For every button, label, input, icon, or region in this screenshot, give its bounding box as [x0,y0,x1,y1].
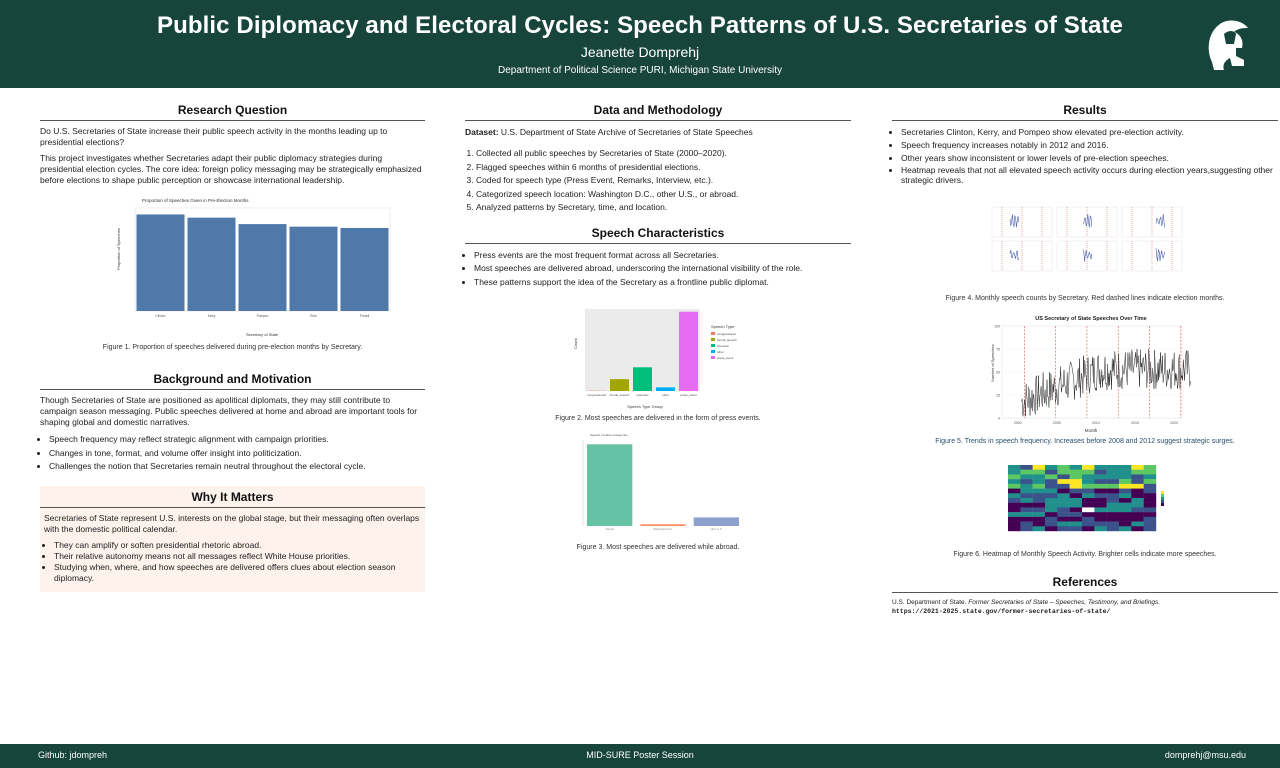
heatmap-cell [1033,465,1046,470]
figure-3-caption: Figure 3. Most speeches are delivered while abroad. [576,544,740,551]
heatmap-cell [1107,507,1120,512]
tick-label: 100 [994,324,1000,329]
legend-swatch [711,338,715,341]
heatmap-cell [1057,470,1070,475]
heatmap-cell [1020,474,1033,479]
research-question-heading: Research Question [40,100,425,121]
bar [587,444,632,526]
tick-label: 50 [996,370,1000,375]
middle-column [465,100,851,551]
list-item: • Speech frequency increases notably in 2012 and 2016. [901,139,1278,152]
heatmap-cell [1144,503,1157,508]
heatmap-cell [1045,522,1058,527]
list-item: 1. Collected all public speeches by Secretaries of State (2000–2020). [476,147,851,161]
fig3-title: Speech Location Categories [590,433,628,437]
poster-footer [0,744,1280,768]
heatmap-cell [1057,484,1070,489]
heatmap-cell [1020,479,1033,484]
heatmap-cell [1033,489,1046,494]
list-item: 3. Coded for speech type (Press Event, Remarks, Interview, etc.). [476,174,851,188]
fig1-title: Proportion of Speeches Given in Pre-Election Months [142,198,249,203]
heatmap-cell [1094,517,1107,522]
heatmap-cell [1057,503,1070,508]
list-item: • Speech frequency may reflect strategic alignment with campaign priorities. [49,433,425,447]
heatmap-cell [1119,489,1132,494]
heatmap-cell [1020,470,1033,475]
heatmap-cell [1057,489,1070,494]
heatmap-cell [1008,526,1021,531]
heatmap-cell [1020,512,1033,517]
heatmap-cell [1008,522,1021,527]
heatmap-cell [1045,503,1058,508]
figure-6-heatmap [892,455,1278,545]
poster-title: Public Diplomacy and Electoral Cycles: Speech Patterns of U.S. Secretaries of State [157,12,1123,39]
heatmap-cell [1020,498,1033,503]
reference-url[interactable]: https://2021-2025.state.gov/former-secretaries-of-state/ [892,608,1111,615]
heatmap-cell [1131,512,1144,517]
heatmap-cell [1094,465,1107,470]
tick-label: formal_speech [609,393,630,397]
heatmap-cell [1033,498,1046,503]
heatmap-cell [1033,503,1046,508]
heatmap-cell [1119,493,1132,498]
heatmap-cell [1082,484,1095,489]
heatmap-cell [1020,517,1033,522]
heatmap-cell [1144,479,1157,484]
heatmap-cell [1107,498,1120,503]
heatmap-cell [1057,507,1070,512]
figure-4-small-multiples [892,191,1278,291]
heatmap-cell [1094,512,1107,517]
heatmap-cell [1008,484,1021,489]
heatmap-cell [1033,512,1046,517]
legend-swatch [1161,491,1164,494]
figure-2-caption: Figure 2. Most speeches are delivered in the form of press events. [555,415,761,422]
heatmap-cell [1070,503,1083,508]
figure-5-line-chart [892,312,1278,434]
legend-label: interview [717,344,729,348]
legend-swatch [1161,500,1164,503]
heatmap-cell [1094,479,1107,484]
heatmap-cell [1144,517,1157,522]
heatmap-cell [1144,474,1157,479]
research-question-text: Do U.S. Secretaries of State increase their public speech activity in the months leading up to presidential elections? [40,126,388,147]
list-item: • Studying when, where, and how speeches are delivered offers clues about election season diplomacy. [54,562,425,584]
dataset-name: U.S. Department of State Archive of Secretaries of State Speeches [500,127,753,137]
tick-label: Powell [359,314,370,318]
bar [610,379,629,391]
heatmap-cell [1094,484,1107,489]
heatmap-cell [1082,479,1095,484]
bar [188,218,236,311]
heatmap-cell [1020,493,1033,498]
tick-label: press_event [680,393,697,397]
heatmap-cell [1107,484,1120,489]
why-it-matters-box [40,486,425,592]
heatmap-cell [1020,465,1033,470]
heatmap-cell [1045,517,1058,522]
heatmap-cell [1070,522,1083,527]
heatmap-cell [1057,517,1070,522]
list-item: • Other years show inconsistent or lower levels of pre-election speeches. [901,152,1278,165]
heatmap-cell [1082,489,1095,494]
heatmap-cell [1008,498,1021,503]
list-item: • These patterns support the idea of the Secretary as a frontline public diplomat. [474,276,851,290]
heatmap-cell [1045,470,1058,475]
legend-swatch [1161,497,1164,500]
heatmap-cell [1119,498,1132,503]
heatmap-cell [1045,526,1058,531]
heatmap-cell [1070,517,1083,522]
figure-1-bar-chart [40,190,425,340]
reference-title: Former Secretaries of State – Speeches, Testimony, and Briefings. [968,599,1161,606]
heatmap-cell [1033,484,1046,489]
legend-swatch [711,332,715,335]
bar [640,524,685,526]
heatmap-cell [1082,474,1095,479]
heatmap-cell [1033,474,1046,479]
heatmap-cell [1070,470,1083,475]
heatmap-cell [1107,493,1120,498]
tick-label: 25 [996,393,1000,398]
heatmap-cell [1107,470,1120,475]
heatmap-cell [1008,517,1021,522]
list-item: • Their relative autonomy means not all messages reflect White House priorities. [54,551,425,562]
tick-label: congressional [587,393,606,397]
heatmap-cell [1045,484,1058,489]
tick-label: 75 [996,347,1000,352]
results-bullet-list [892,126,1278,185]
legend-swatch [711,356,715,359]
heatmap-cell [1070,526,1083,531]
heatmap-cell [1033,522,1046,527]
list-item: • Heatmap reveals that not all elevated speech activity occurs during election years,suggesting other strategic drivers. [901,165,1278,185]
heatmap-cell [1045,512,1058,517]
heatmap-cell [1094,489,1107,494]
heatmap-cell [1107,474,1120,479]
heatmap-cell [1008,470,1021,475]
dataset-label: Dataset: [465,127,499,137]
fig2-ylabel: Count [573,338,578,349]
heatmap-cell [1057,498,1070,503]
heatmap-cell [1033,470,1046,475]
tick-label: 2010 [1092,421,1100,425]
left-column [40,100,425,592]
characteristics-bullet-list [465,249,851,290]
heatmap-cell [1144,507,1157,512]
heatmap-cell [1144,512,1157,517]
tick-label: other U.S. [710,528,723,531]
tick-label: 2005 [1052,421,1061,425]
heatmap-cell [1057,474,1070,479]
list-item: • Secretaries Clinton, Kerry, and Pompeo show elevated pre-election activity. [901,126,1278,139]
heatmap-cell [1082,470,1095,475]
legend-label: congressional [717,332,736,336]
tick-label: interview [636,393,649,397]
list-item: • Changes in tone, format, and volume offer insight into politicization. [49,447,425,461]
heatmap-cell [1070,507,1083,512]
heatmap-cell [1107,522,1120,527]
heatmap-cell [1008,507,1021,512]
figure-5-caption: Figure 5. Trends in speech frequency. Increases before 2008 and 2012 suggest strategic surges. [935,438,1235,445]
heatmap-cell [1144,498,1157,503]
why-bullet-list [40,540,425,584]
methodology-steps [465,147,851,215]
reference-prefix: U.S. Department of State. [892,599,967,606]
heatmap-cell [1057,522,1070,527]
heatmap-cell [1131,489,1144,494]
heatmap-cell [1045,493,1058,498]
bar [679,312,698,391]
bar [137,214,185,311]
heatmap-cell [1070,465,1083,470]
department: Department of Political Science PURI, Michigan State University [497,65,782,76]
heatmap-cell [1094,522,1107,527]
heatmap-cell [1070,493,1083,498]
data-methodology-heading: Data and Methodology [465,100,851,121]
heatmap-cell [1107,526,1120,531]
list-item: • Press events are the most frequent format across all Secretaries. [474,249,851,263]
heatmap-cell [1131,465,1144,470]
tick-label: abroad [605,528,614,531]
heatmap-cell [1082,526,1095,531]
fig5-title: US Secretary of State Speeches Over Time [1035,316,1147,322]
heatmap-cell [1082,498,1095,503]
heatmap-cell [1144,465,1157,470]
fig1-xlabel: Secretary of State [245,332,279,337]
heatmap-cell [1033,526,1046,531]
heatmap-cell [1107,479,1120,484]
heatmap-cell [1070,474,1083,479]
heatmap-cell [1131,526,1144,531]
heatmap-cell [1008,512,1021,517]
heatmap-cell [1057,526,1070,531]
legend-swatch [711,350,715,353]
heatmap-cell [1094,498,1107,503]
heatmap-cell [1131,498,1144,503]
legend-swatch [1161,494,1164,497]
heatmap-cell [1082,522,1095,527]
list-item: • Challenges the notion that Secretaries remain neutral throughout the electoral cycle. [49,460,425,474]
heatmap-cell [1020,526,1033,531]
results-heading: Results [892,100,1278,121]
heatmap-cell [1082,465,1095,470]
heatmap-cell [1131,479,1144,484]
fig5-xlabel: Month [1084,428,1098,433]
heatmap-cell [1119,465,1132,470]
footer-session: MID-SURE Poster Session [586,750,694,760]
heatmap-cell [1144,526,1157,531]
heatmap-cell [1107,512,1120,517]
tick-label: 2020 [1170,421,1179,425]
heatmap-cell [1045,489,1058,494]
heatmap-cell [1107,517,1120,522]
why-it-matters-heading: Why It Matters [40,486,425,508]
poster-header [0,0,1280,88]
heatmap-cell [1008,479,1021,484]
heatmap-cell [1119,512,1132,517]
legend-label: other [717,350,724,354]
spartan-helmet-logo-icon [1204,14,1252,72]
heatmap-cell [1131,517,1144,522]
heatmap-cell [1020,507,1033,512]
heatmap-cell [1033,517,1046,522]
heatmap-cell [1131,484,1144,489]
heatmap-cell [1070,479,1083,484]
heatmap-cell [1131,470,1144,475]
heatmap-cell [1144,493,1157,498]
heatmap-cell [1020,484,1033,489]
figure-1-caption: Figure 1. Proportion of speeches delivered during pre-election months by Secretary. [102,344,363,351]
heatmap-cell [1107,465,1120,470]
heatmap-cell [1008,493,1021,498]
heatmap-cell [1057,512,1070,517]
heatmap-cell [1131,507,1144,512]
tick-label: 2000 [1013,421,1022,425]
tick-label: Kerry [207,314,216,318]
list-item: • Most speeches are delivered abroad, underscoring the international visibility of the role. [474,262,851,276]
tick-label: 2015 [1131,421,1139,425]
bar [341,228,389,311]
heatmap-cell [1144,489,1157,494]
tick-label: Washington D.C. [653,528,673,531]
research-body-text: This project investigates whether Secretaries adapt their public diplomacy strategies during presidential election cycles. The core idea: foreign policy messaging may be strategically emphasized before elections to shape public perception or showcase international leadership. [40,153,422,185]
tick-label: Pompeo [256,314,269,318]
heatmap-cell [1144,484,1157,489]
bar [656,387,675,391]
heatmap-cell [1020,503,1033,508]
list-item: 2. Flagged speeches within 6 months of presidential elections. [476,161,851,175]
figure-3-bar-chart [465,430,851,540]
heatmap-cell [1020,522,1033,527]
heatmap-cell [1082,512,1095,517]
footer-github[interactable]: Github: jdompreh [38,750,108,760]
bar [239,224,287,311]
background-heading: Background and Motivation [40,369,425,390]
heatmap-cell [1033,479,1046,484]
heatmap-cell [1020,489,1033,494]
legend-swatch [1161,503,1164,506]
heatmap-cell [1057,465,1070,470]
list-item: 4. Categorized speech location: Washington D.C., other U.S., or abroad. [476,188,851,202]
figure-4-caption: Figure 4. Monthly speech counts by Secretary. Red dashed lines indicate election months. [945,295,1225,302]
heatmap-cell [1045,479,1058,484]
heatmap-cell [1045,465,1058,470]
heatmap-cell [1119,517,1132,522]
heatmap-cell [1070,489,1083,494]
speech-characteristics-heading: Speech Characteristics [465,223,851,244]
bar [290,227,338,311]
heatmap-cell [1119,479,1132,484]
heatmap-cell [1119,474,1132,479]
heatmap-cell [1107,503,1120,508]
heatmap-cell [1045,474,1058,479]
footer-email[interactable]: domprehj@msu.edu [1164,750,1246,760]
bar [633,367,652,391]
references-heading: References [892,572,1278,593]
heatmap-cell [1119,507,1132,512]
legend-label: formal_speech [717,338,737,342]
heatmap-cell [1082,507,1094,512]
heatmap-cell [1144,470,1157,475]
heatmap-cell [1008,465,1021,470]
heatmap-cell [1094,493,1107,498]
heatmap-cell [1033,507,1046,512]
heatmap-cell [1119,526,1132,531]
heatmap-cell [1107,489,1120,494]
heatmap-cell [1094,470,1107,475]
why-body-text: Secretaries of State represent U.S. interests on the global stage, but their messaging often overlaps with the domestic political calendar. [44,512,420,534]
figure-2-bar-chart [465,299,851,409]
legend-swatch [711,344,715,347]
fig5-ylabel: Number of Speeches [990,344,995,382]
bar [694,517,739,526]
list-item: • They can amplify or soften presidential rhetoric abroad. [54,540,425,551]
fig1-ylabel: Proportion of Speeches [116,228,121,270]
heatmap-cell [1094,503,1107,508]
heatmap-cell [1070,512,1083,517]
tick-label: other [662,393,669,397]
tick-label: Rice [310,314,317,318]
background-body-text: Though Secretaries of State are positioned as apolitical diplomats, they may still contribute to campaign season messaging. Public speeches delivered at home and abroad are important tools for shaping global and domestic narratives. [40,395,418,427]
heatmap-cell [1131,474,1144,479]
heatmap-cell [1082,503,1095,508]
list-item: 5. Analyzed patterns by Secretary, time, and location. [476,201,851,215]
heatmap-cell [1119,503,1132,508]
heatmap-cell [1119,522,1132,527]
heatmap-cell [1119,484,1132,489]
heatmap-cell [1131,522,1144,527]
heatmap-cell [1070,498,1083,503]
heatmap-cell [1131,503,1144,508]
tick-label: 0 [998,416,1000,421]
author-name: Jeanette Domprehj [580,44,700,60]
heatmap-cell [1094,474,1107,479]
heatmap-cell [1094,526,1107,531]
heatmap-cell [1082,517,1095,522]
heatmap-cell [1094,507,1107,512]
heatmap-cell [1008,474,1021,479]
reference-entry [892,598,1278,616]
heatmap-cell [1119,470,1132,475]
figure-6-caption: Figure 6. Heatmap of Monthly Speech Activity. Brighter cells indicate more speeches. [953,551,1217,558]
heatmap-cell [1070,484,1083,489]
dataset-line [465,127,851,138]
heatmap-cell [1033,493,1046,498]
heatmap-cell [1144,522,1157,527]
background-bullet-list [40,433,425,474]
heatmap-cell [1057,479,1070,484]
heatmap-cell [1057,493,1070,498]
fig2-legend-title: Speech Type [711,324,735,329]
fig2-xlabel: Speech Type Group [627,404,663,409]
heatmap-cell [1045,507,1058,512]
tick-label: Clinton [155,314,166,318]
heatmap-cell [1131,493,1144,498]
legend-label: press_event [717,356,734,360]
heatmap-cell [1008,503,1021,508]
right-column [892,100,1278,616]
heatmap-cell [1082,493,1095,498]
heatmap-cell [1045,498,1058,503]
heatmap-cell [1008,489,1021,494]
